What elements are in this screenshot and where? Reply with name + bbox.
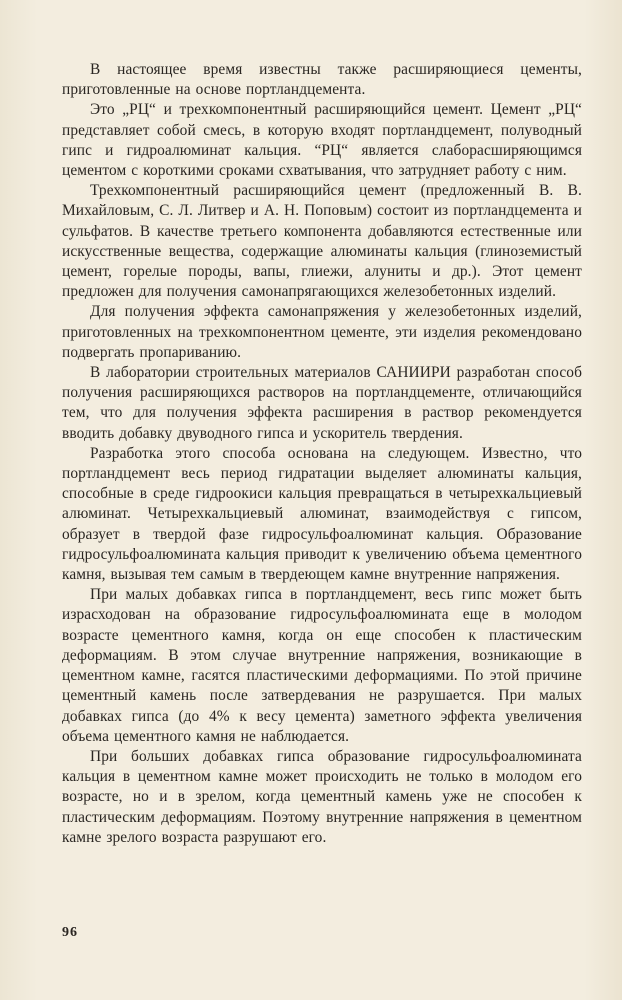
paragraph: При больших добавках гипса образование гидросульфоалюмината кальция в цементном камне может происходить не только в молодом его возрасте, но и в зрелом, когда цементный камень уже не способен к пластическим деформациям. Поэтому внутренние напряжения в цементном камне зрелого возраста разрушают его. xyxy=(62,747,582,846)
paragraph: Трехкомпонентный расширяющийся цемент (предложенный В. В. Михайловым, С. Л. Литвер и А. Н. Поповым) состоит из портландцемента и сульфатов. В качестве третьего компонента добавляются естественные или искусственные вещества, содержащие алюминаты кальция (глиноземистый цемент, горелые породы, вапы, глиежи, алуниты и др.). Этот цемент предложен для получения самонапрягающихся железобетонных изделий. xyxy=(62,182,582,301)
page-body-text xyxy=(62,60,582,848)
page-number: 96 xyxy=(62,925,78,940)
paragraph: Это „РЦ“ и трехкомпонентный расширяющийся цемент. Цемент „РЦ“ представляет собой смесь, в которую входят портландцемент, полуводный гипс и гидроалюминат кальция. “РЦ“ является слаборасширяющимся цементом с короткими сроками схватывания, что затрудняет работу с ним. xyxy=(62,101,582,180)
paragraph: В лаборатории строительных материалов САНИИРИ разработан способ получения расширяющихся растворов на портландцементе, отличающийся тем, что для получения эффекта расширения в раствор рекомендуется вводить добавку двуводного гипса и ускоритель твердения. xyxy=(62,364,582,442)
paragraph: Для получения эффекта самонапряжения у железобетонных изделий, приготовленных на трехкомпонентном цементе, эти изделия рекомендовано подвергать пропариванию. xyxy=(62,303,582,361)
paragraph: Разработка этого способа основана на следующем. Известно, что портландцемент весь период гидратации выделяет алюминаты кальция, способные в среде гидроокиси кальция превращаться в четырехкальциевый алюминат. Четырехкальциевый алюминат, взаимодействуя с гипсом, образует в твердой фазе гидросульфоалюминат кальция. Образование гидросульфоалюмината кальция приводит к увеличению объема цементного камня, вызывая тем самым в твердеющем камне внутренние напряжения. xyxy=(62,444,582,584)
paragraph: При малых добавках гипса в портландцемент, весь гипс может быть израсходован на образование гидросульфоалюмината еще в молодом возрасте цементного камня, когда он еще способен к пластическим деформациям. В этом случае внутренние напряжения, возникающие в цементном камне, гасятся пластическими деформациями. По этой причине цементный камень после затвердевания не разрушается. При малых добавках гипса (до 4% к весу цемента) заметного эффекта увеличения объема цементного камня не наблюдается. xyxy=(62,586,582,745)
paragraph: В настоящее время известны также расширяющиеся цементы, приготовленные на основе портландцемента. xyxy=(62,61,582,99)
